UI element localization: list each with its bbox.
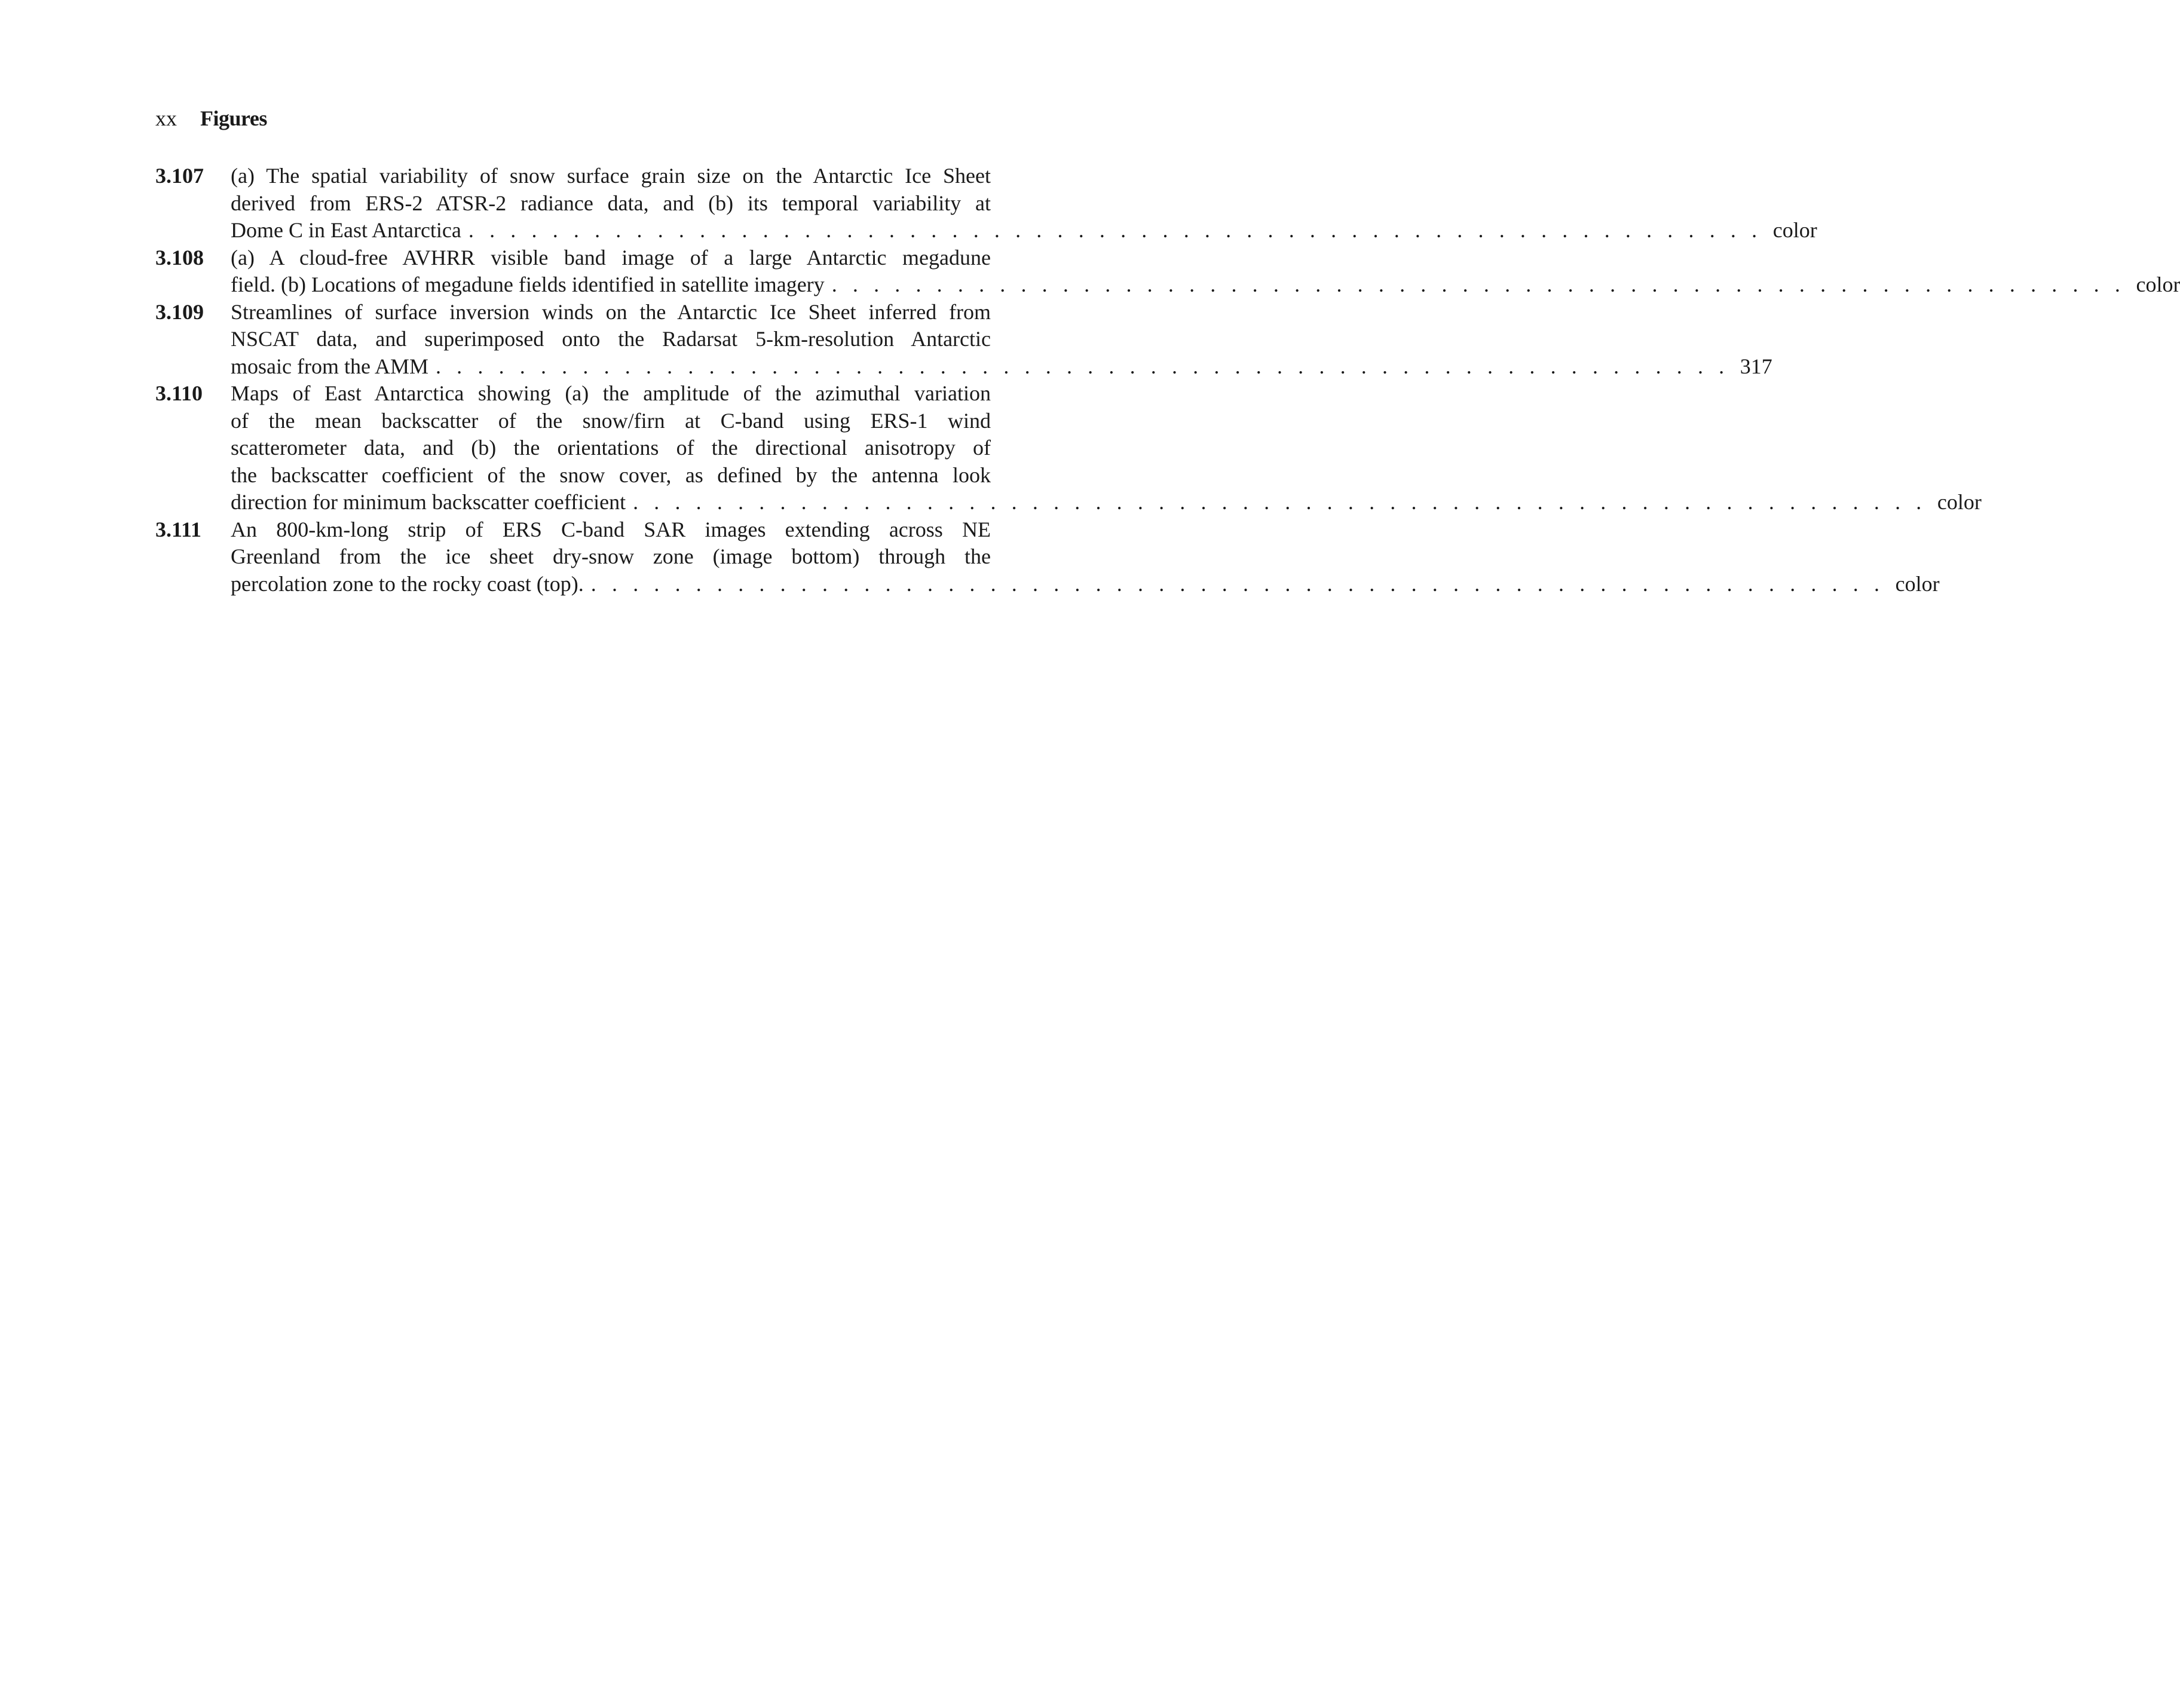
caption-line: Greenland from the ice sheet dry-snow zone (image bottom) through the <box>231 544 991 568</box>
figure-entry-3-110 <box>155 380 1982 516</box>
caption-line: scatterometer data, and (b) the orientations of the directional anisotropy of <box>231 436 991 460</box>
caption-line: field. (b) Locations of megadune fields identified in satellite imagery <box>231 273 825 296</box>
page-reference: color <box>1895 571 1940 596</box>
leader-dots: . . . . . . . . . . . . . . . . . . . . . . . . . . . . . . . . . . . . . . . . . . . . . . . . . . . . . . . . . . . . . . <box>468 218 1762 242</box>
caption-line: the backscatter coefficient of the snow cover, as defined by the antenna look <box>231 463 991 487</box>
caption-line: of the mean backscatter of the snow/firn at C-band using ERS-1 wind <box>231 408 991 433</box>
page-folio: xx <box>155 106 177 130</box>
figure-list <box>155 163 2180 598</box>
caption-line: NSCAT data, and superimposed onto the Radarsat 5-km-resolution Antarctic <box>231 327 991 351</box>
caption-line: An 800-km-long strip of ERS C-band SAR images extending across NE <box>231 517 991 541</box>
figure-entry-3-111 <box>155 516 1940 598</box>
caption-line: direction for minimum backscatter coefficient <box>231 490 626 514</box>
leader-dots: . . . . . . . . . . . . . . . . . . . . . . . . . . . . . . . . . . . . . . . . . . . . . . . . . . . . . . . . . . . . . . <box>831 273 2126 296</box>
page-reference: 317 <box>1740 354 1772 378</box>
page-reference: color <box>1937 490 1982 514</box>
figure-entry-3-107 <box>155 163 1817 244</box>
caption-line: percolation zone to the rocky coast (top). <box>231 571 584 596</box>
caption-line: Maps of East Antarctica showing (a) the amplitude of the azimuthal variation <box>231 381 991 405</box>
figure-number: 3.111 <box>155 517 202 541</box>
figure-number: 3.108 <box>155 245 204 270</box>
caption-line: mosaic from the AMM <box>231 354 428 378</box>
figure-entry-3-108 <box>155 244 2180 299</box>
caption-line: derived from ERS-2 ATSR-2 radiance data, and (b) its temporal variability at <box>231 191 991 215</box>
figure-caption <box>231 516 1940 598</box>
caption-line: (a) A cloud-free AVHRR visible band image of a large Antarctic megadune <box>231 245 991 270</box>
page-reference: color <box>2136 273 2180 296</box>
section-title: Figures <box>200 106 267 130</box>
figure-caption <box>231 299 1772 381</box>
figure-number: 3.107 <box>155 164 204 188</box>
figure-number: 3.110 <box>155 381 203 405</box>
caption-line: Streamlines of surface inversion winds on the Antarctic Ice Sheet inferred from <box>231 299 991 324</box>
figure-caption <box>231 244 2180 299</box>
page-reference: color <box>1772 218 1817 242</box>
caption-line: Dome C in East Antarctica <box>231 218 461 242</box>
leader-dots: . . . . . . . . . . . . . . . . . . . . . . . . . . . . . . . . . . . . . . . . . . . . . . . . . . . . . . . . . . . . . . <box>633 490 1927 514</box>
figure-entry-3-109 <box>155 299 1772 381</box>
figure-caption <box>231 380 1982 516</box>
caption-line: (a) The spatial variability of snow surface grain size on the Antarctic Ice Sheet <box>231 164 991 188</box>
running-head <box>155 104 267 133</box>
leader-dots: . . . . . . . . . . . . . . . . . . . . . . . . . . . . . . . . . . . . . . . . . . . . . . . . . . . . . . . . . . . . . . <box>435 354 1729 378</box>
leader-dots: . . . . . . . . . . . . . . . . . . . . . . . . . . . . . . . . . . . . . . . . . . . . . . . . . . . . . . . . . . . . . . <box>590 571 1885 596</box>
figure-number: 3.109 <box>155 299 204 324</box>
figure-caption <box>231 163 1817 244</box>
